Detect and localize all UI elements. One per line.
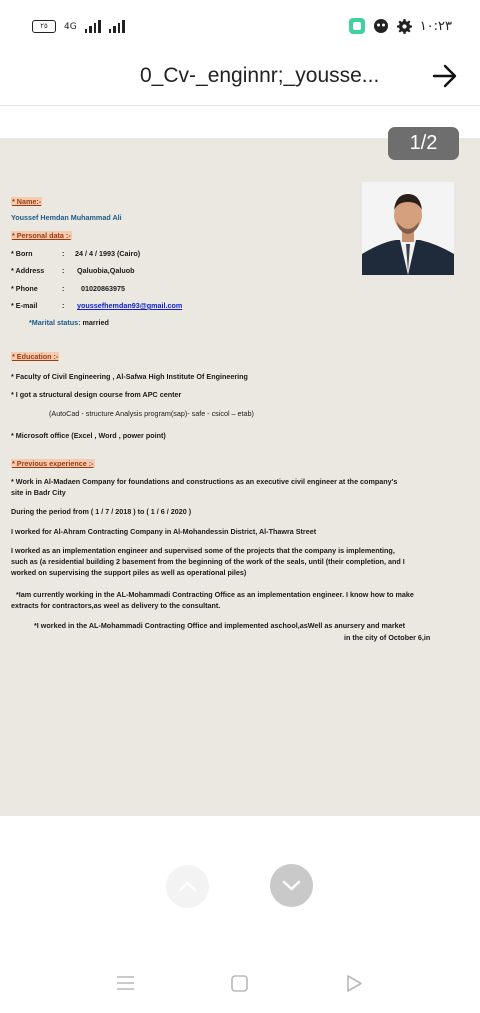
- name-header: * Name:-: [12, 197, 42, 206]
- email-separator: :: [62, 301, 65, 310]
- document-title: 0_Cv-_enginnr;_yousse...: [140, 64, 380, 87]
- marital-label: *Marital status:: [29, 318, 81, 327]
- marital-status: [29, 318, 109, 327]
- chevron-down-icon: [270, 864, 313, 907]
- born-value: 24 / 4 / 1993 (Cairo): [75, 249, 141, 258]
- marital-value: married: [82, 318, 109, 327]
- network-type: [64, 22, 77, 32]
- experience-header: * Previous experience :-: [12, 459, 94, 468]
- education-item-2: * I got a structural design course from APC center: [11, 390, 182, 399]
- phone-label: * Phone: [11, 284, 38, 293]
- experience-item-1: * Work in Al-Madaen Company for foundations and constructions as an executive civil engineer at the company's site in Badr City: [11, 477, 398, 497]
- experience-item-6b: in the city of October 6,in: [344, 633, 431, 642]
- full-name: Youssef Hemdan Muhammad Ali: [11, 213, 122, 222]
- experience-item-3: I worked for Al-Ahram Contracting Company in Al-Mohandessin District, Al-Thawra Street: [11, 527, 317, 536]
- status-right: [349, 18, 452, 34]
- address-separator: :: [62, 266, 65, 275]
- experience-item-6a: *I worked in the AL-Mohammadi Contracting Office and implemented aschool,asWell as anursery and market: [34, 621, 406, 630]
- signal-icon-2: [109, 20, 125, 33]
- clock: ١٠:٢٣: [419, 18, 452, 34]
- education-item-1: * Faculty of Civil Engineering , Al-Safwa High Institute Of Engineering: [11, 372, 248, 381]
- title-bar: [0, 56, 480, 106]
- education-item-3: (AutoCad - structure Analysis program(sap)- safe - csicol – etab): [49, 409, 254, 418]
- signal-icon: [85, 20, 101, 33]
- status-bar: [0, 0, 480, 56]
- experience-item-5: *Iam currently working in the AL-Mohammadi Contracting Office as an implementation engineer. I know how to make extracts for contractors,as weel as delivery to the consultant.: [11, 590, 414, 610]
- app-notification-icon: [349, 18, 365, 34]
- battery-icon: ٢٥: [32, 20, 56, 33]
- experience-item-2: During the period from ( 1 / 7 / 2018 ) to ( 1 / 6 / 2020 ): [11, 507, 192, 516]
- born-separator: :: [62, 249, 65, 258]
- arrow-right-icon[interactable]: [430, 62, 460, 90]
- network-label: 4G: [64, 21, 77, 32]
- profile-photo: [362, 182, 454, 275]
- chevron-up-icon: [166, 865, 209, 908]
- system-navigation-bar: [0, 956, 480, 1013]
- page-indicator: 1/2: [388, 127, 459, 160]
- settings-gear-icon: [397, 19, 412, 34]
- phone-separator: :: [62, 284, 65, 293]
- status-left: [32, 20, 125, 33]
- address-label: * Address: [11, 266, 45, 275]
- born-label: * Born: [11, 249, 33, 258]
- page-up-button[interactable]: [166, 865, 209, 908]
- education-item-4: * Microsoft office (Excel , Word , power point): [11, 431, 166, 440]
- experience-item-4: I worked as an implementation engineer and supervised some of the projects that the company is implementing, such as (a residential building 2 basement from the beginning of the work of the seals, until (their completion, and I worked on supervising the support piles as well as operational piles): [11, 546, 405, 577]
- assistant-icon: [373, 18, 389, 34]
- email-link[interactable]: youssefhemdan93@gmail.com: [77, 301, 183, 310]
- triangle-icon[interactable]: [346, 974, 363, 993]
- personal-data-header: * Personal data :-: [12, 231, 71, 240]
- email-label: * E-mail: [11, 301, 38, 310]
- phone-value: 01020863975: [81, 284, 125, 293]
- menu-icon[interactable]: [116, 975, 135, 991]
- address-value: Qaluobia,Qaluob: [77, 266, 135, 275]
- page-down-button[interactable]: [270, 864, 313, 907]
- square-icon[interactable]: [231, 975, 248, 992]
- education-header: * Education :-: [12, 352, 59, 361]
